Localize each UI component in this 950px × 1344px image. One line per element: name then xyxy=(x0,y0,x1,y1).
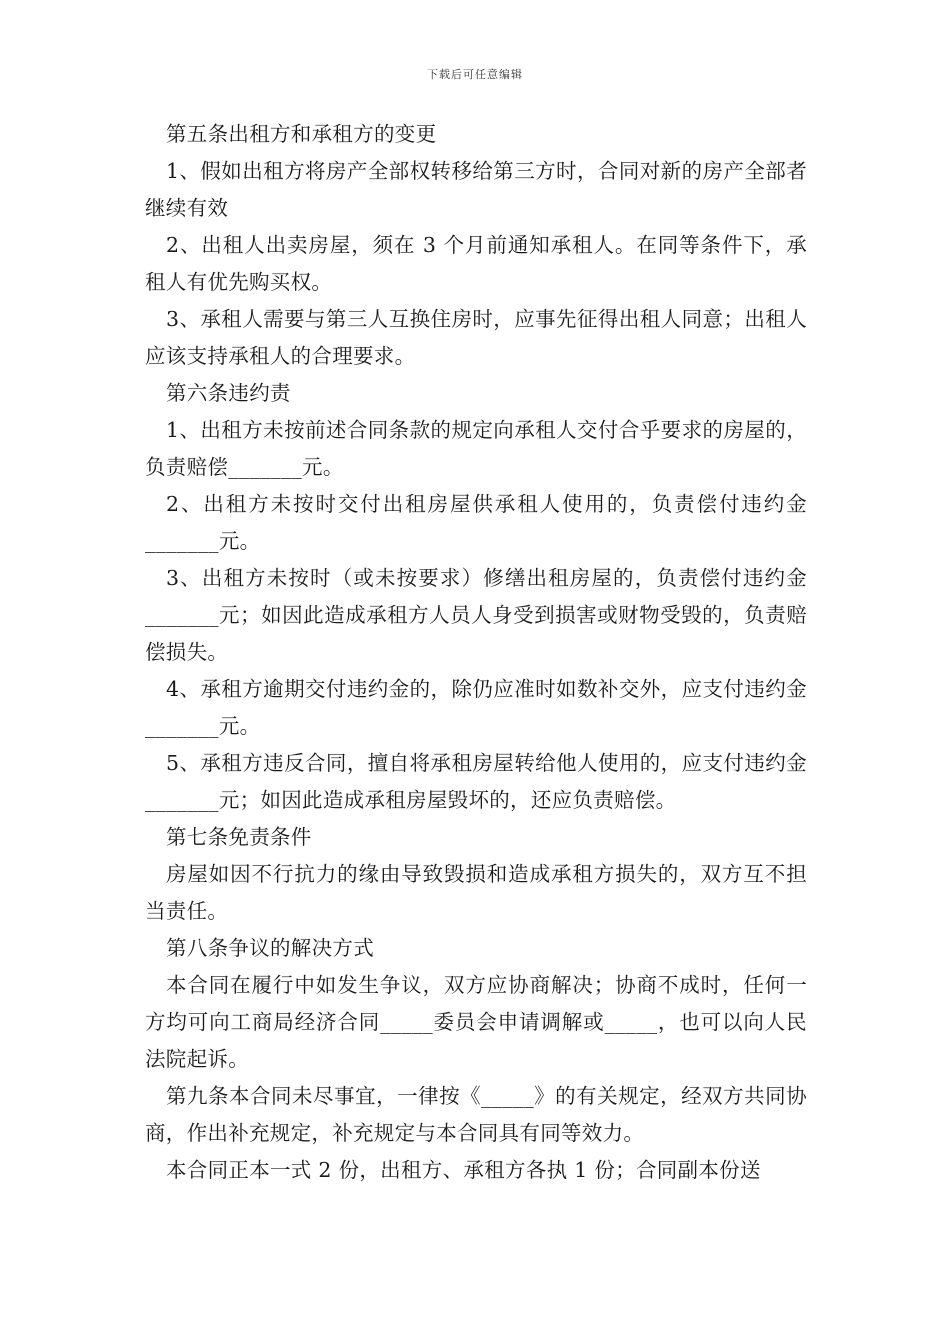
clause-6-5: 5、承租方违反合同，擅自将承租房屋转给他人使用的，应支付违约金_______元；如因此造成承租房屋毁坏的，还应负责赔偿。 xyxy=(145,751,807,812)
section-title-6: 第六条违约责 xyxy=(166,381,291,405)
document-body xyxy=(145,116,807,1189)
clause-5-3: 3、承租人需要与第三人互换住房时，应事先征得出租人同意；出租人应该支持承租人的合理要求。 xyxy=(145,307,807,368)
section-title-7: 第七条免责条件 xyxy=(166,825,312,849)
clause-6-3: 3、出租方未按时（或未按要求）修缮出租房屋的，负责偿付违约金_______元；如因此造成承租方人员人身受到损害或财物受毁的，负责赔偿损失。 xyxy=(145,566,807,664)
clause-6-1: 1、出租方未按前述合同条款的规定向承租人交付合乎要求的房屋的，负责赔偿_______元。 xyxy=(145,418,807,479)
clause-5-2: 2、出租人出卖房屋，须在 3 个月前通知承租人。在同等条件下，承租人有优先购买权。 xyxy=(145,233,807,294)
clause-7-body: 房屋如因不行抗力的缘由导致毁损和造成承租方损失的，双方互不担当责任。 xyxy=(145,862,807,923)
section-title-5: 第五条出租方和承租方的变更 xyxy=(166,122,437,146)
clause-8-body: 本合同在履行中如发生争议，双方应协商解决；协商不成时，任何一方均可向工商局经济合同_____委员会申请调解或_____，也可以向人民法院起诉。 xyxy=(145,973,807,1071)
clause-6-2: 2、出租方未按时交付出租房屋供承租人使用的，负责偿付违约金_______元。 xyxy=(145,492,807,553)
clause-5-1: 1、假如出租方将房产全部权转移给第三方时，合同对新的房产全部者继续有效 xyxy=(145,159,807,220)
section-title-8: 第八条争议的解决方式 xyxy=(166,936,374,960)
clause-6-4: 4、承租方逾期交付违约金的，除仍应准时如数补交外，应支付违约金_______元。 xyxy=(145,677,807,738)
copies-clause: 本合同正本一式 2 份，出租方、承租方各执 1 份；合同副本份送 xyxy=(166,1158,761,1182)
section-9: 第九条本合同未尽事宜，一律按《_____》的有关规定，经双方共同协商，作出补充规定，补充规定与本合同具有同等效力。 xyxy=(145,1084,807,1145)
page-header: 下载后可任意编辑 xyxy=(427,68,523,81)
